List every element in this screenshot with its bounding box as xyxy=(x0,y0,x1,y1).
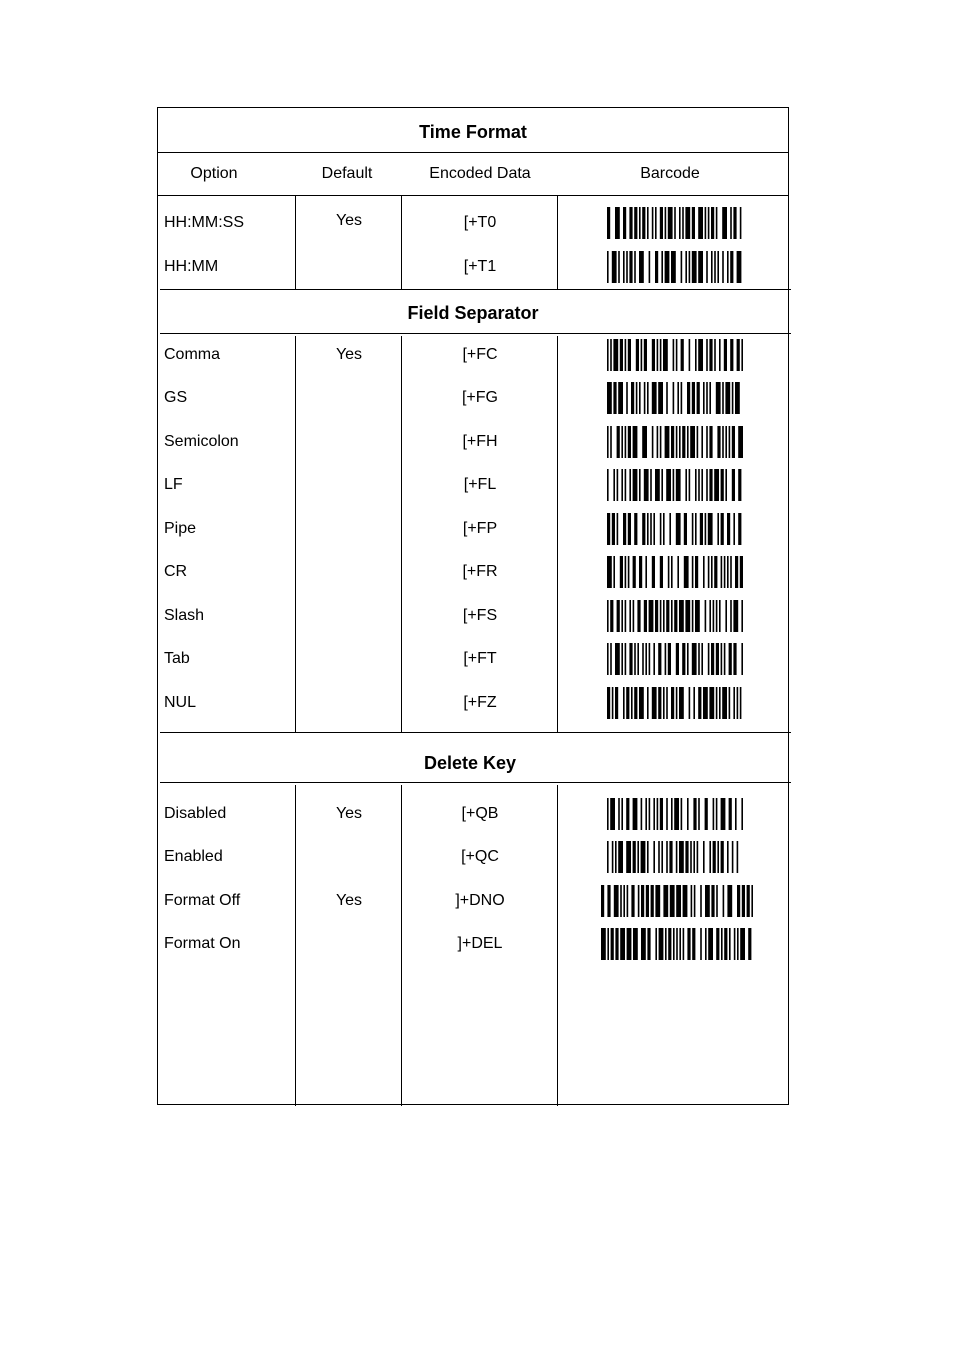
section-title-delete-key: Delete Key xyxy=(423,753,517,773)
option-cell: Disabled xyxy=(164,805,227,822)
barcode-image xyxy=(607,556,743,588)
option-cell: Format On xyxy=(164,935,241,952)
option-cell: Pipe xyxy=(164,520,197,537)
column-divider xyxy=(295,195,296,289)
section-title-time-format: Time Format xyxy=(419,122,527,142)
encoded-cell: ]+DNO xyxy=(455,892,505,909)
barcode-image xyxy=(607,426,743,458)
section-title-field-separator: Field Separator xyxy=(407,303,539,323)
divider xyxy=(158,152,788,153)
barcode-image xyxy=(607,841,743,873)
encoded-cell: [+FH xyxy=(462,433,498,450)
option-cell: CR xyxy=(164,563,188,580)
option-cell: HH:MM:SS xyxy=(164,214,244,231)
barcode-image xyxy=(607,382,743,414)
option-cell: HH:MM xyxy=(164,258,219,275)
encoded-cell: [+T0 xyxy=(463,214,497,231)
barcode-image xyxy=(607,798,743,830)
barcode-image xyxy=(607,687,743,719)
option-cell: Comma xyxy=(164,346,221,363)
default-cell: Yes xyxy=(335,346,363,363)
divider xyxy=(160,732,791,733)
encoded-cell: [+T1 xyxy=(463,258,497,275)
default-cell: Yes xyxy=(335,212,363,229)
option-cell: Slash xyxy=(164,607,205,624)
option-cell: Semicolon xyxy=(164,433,239,450)
column-header-option: Option xyxy=(190,165,238,182)
barcode-image xyxy=(601,928,753,960)
encoded-cell: [+FL xyxy=(463,476,497,493)
divider xyxy=(160,289,791,290)
encoded-cell: ]+DEL xyxy=(457,935,503,952)
barcode-image xyxy=(607,513,743,545)
option-cell: LF xyxy=(164,476,183,493)
barcode-image xyxy=(607,469,743,501)
barcode-image xyxy=(607,339,743,371)
column-divider xyxy=(295,785,296,1106)
divider xyxy=(160,782,791,783)
encoded-cell: [+FZ xyxy=(463,694,497,711)
option-cell: Format Off xyxy=(164,892,241,909)
encoded-cell: [+QC xyxy=(461,848,499,865)
divider xyxy=(158,195,788,196)
encoded-cell: [+FS xyxy=(462,607,498,624)
column-header-default: Default xyxy=(321,165,373,182)
option-cell: Enabled xyxy=(164,848,223,865)
divider xyxy=(160,333,791,334)
option-cell: Tab xyxy=(164,650,190,667)
settings-table xyxy=(157,107,789,1105)
default-cell: Yes xyxy=(335,892,363,909)
column-header-encoded-data: Encoded Data xyxy=(429,165,531,182)
barcode-image xyxy=(601,885,753,917)
column-divider xyxy=(295,336,296,732)
barcode-image xyxy=(607,207,743,239)
barcode-image xyxy=(607,600,743,632)
encoded-cell: [+FC xyxy=(462,346,498,363)
default-cell: Yes xyxy=(335,805,363,822)
encoded-cell: [+FP xyxy=(462,520,498,537)
barcode-image xyxy=(607,251,743,283)
option-cell: GS xyxy=(164,389,188,406)
encoded-cell: [+FG xyxy=(461,389,498,406)
barcode-image xyxy=(607,643,743,675)
encoded-cell: [+FT xyxy=(463,650,497,667)
column-header-barcode: Barcode xyxy=(640,165,700,182)
encoded-cell: [+FR xyxy=(462,563,498,580)
option-cell: NUL xyxy=(164,694,197,711)
encoded-cell: [+QB xyxy=(461,805,499,822)
